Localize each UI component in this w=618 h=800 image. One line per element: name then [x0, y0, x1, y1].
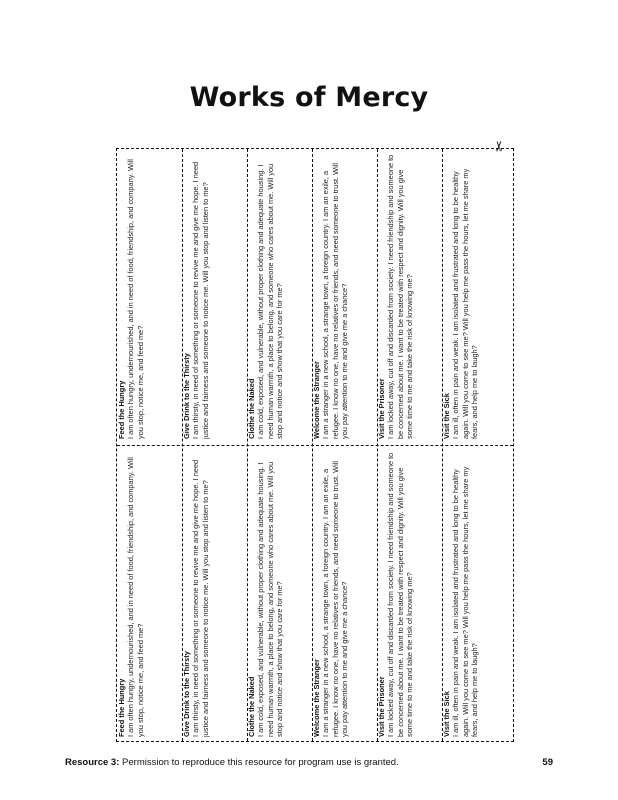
- card-heading: Clothe the Naked: [247, 676, 256, 737]
- card-heading: Welcome the Stranger: [312, 361, 321, 439]
- card-visit-the-sick: [441, 147, 507, 445]
- card-heading: Visit the Prisoner: [377, 676, 386, 737]
- card-text: I am a stranger in a new school, a strange town, a foreign country. I am an exile, a refugee. I know no one, have no relatives or friends, and need someone to trust. Will you pay attention to me and give me a chance?: [321, 162, 349, 439]
- card-clothe-the-naked: [246, 147, 312, 445]
- card-heading: Give Drink to the Thirsty: [182, 651, 191, 737]
- card-heading: Feed the Hungry: [117, 380, 126, 439]
- card-text: I am cold, exposed, and vulnerable, without proper clothing and adequate housing. I need human warmth, a place to belong, and someone who cares about me. Will you stop and notice and show that you care for me?: [256, 163, 284, 439]
- card-heading: Visit the Sick: [442, 393, 451, 439]
- card-welcome-the-stranger: [311, 445, 377, 743]
- card-visit-the-prisoner: [376, 445, 442, 743]
- card-clothe-the-naked: [246, 445, 312, 743]
- card-text: I am cold, exposed, and vulnerable, without proper clothing and adequate housing. I need human warmth, a place to belong, and someone who cares about me. Will you stop and notice and show that you care for me?: [256, 461, 284, 737]
- card-heading: Give Drink to the Thirsty: [182, 353, 191, 439]
- card-text: I am ill, often in pain and weak. I am isolated and frustrated and long to be healthy again. Will you come to see me? Will you help me pass the hours, let me share my fears, and help me to laugh?: [451, 466, 479, 737]
- card-visit-the-sick: [441, 445, 507, 743]
- card-welcome-the-stranger: [311, 147, 377, 445]
- page-title: Works of Mercy: [189, 82, 429, 113]
- page-number: 59: [542, 757, 553, 768]
- scissors-icon: ✂: [491, 140, 508, 152]
- card-heading: Clothe the Naked: [247, 378, 256, 439]
- card-feed-the-hungry: [116, 445, 182, 743]
- card-text: I am often hungry, undernourished, and in need of food, friendship, and company. Will you stop, notice me, and feed me?: [126, 159, 145, 439]
- permission-text: Permission to reproduce this resource for program use is granted.: [122, 757, 399, 768]
- card-text: I am locked away, cut off and discarded from society. I need friendship and someone to be concerned about me. I want to be treated with respect and dignity. Will you give some time to me and take the risk of knowing me?: [386, 154, 414, 439]
- card-grid: [116, 148, 514, 742]
- card-heading: Welcome the Stranger: [312, 659, 321, 737]
- card-heading: Feed the Hungry: [117, 678, 126, 737]
- card-text: I am often hungry, undernourished, and in need of food, friendship, and company. Will you stop, notice me, and feed me?: [126, 457, 145, 737]
- resource-label: Resource 3:: [65, 757, 120, 768]
- page-footer: [65, 757, 553, 768]
- card-text: I am thirsty, in need of something or someone to revive me and give me hope. I need justice and fairness and someone to notice me. Will you stop and listen to me?: [191, 161, 210, 439]
- card-heading: Visit the Prisoner: [377, 378, 386, 439]
- card-text: I am locked away, cut off and discarded from society. I need friendship and someone to be concerned about me. I want to be treated with respect and dignity. Will you give some time to me and take the risk of knowing me?: [386, 452, 414, 737]
- card-heading: Visit the Sick: [442, 691, 451, 737]
- card-give-drink: [181, 147, 247, 445]
- card-text: I am a stranger in a new school, a strange town, a foreign country. I am an exile, a refugee. I know no one, have no relatives or friends, and need someone to trust. Will you pay attention to me and give me a chance?: [321, 460, 349, 737]
- card-visit-the-prisoner: [376, 147, 442, 445]
- card-text: I am ill, often in pain and weak. I am isolated and frustrated and long to be healthy again. Will you come to see me? Will you help me pass the hours, let me share my fears, and help me to laugh?: [451, 168, 479, 439]
- card-feed-the-hungry: [116, 147, 182, 445]
- card-give-drink: [181, 445, 247, 743]
- card-text: I am thirsty, in need of something or someone to revive me and give me hope. I need justice and fairness and someone to notice me. Will you stop and listen to me?: [191, 459, 210, 737]
